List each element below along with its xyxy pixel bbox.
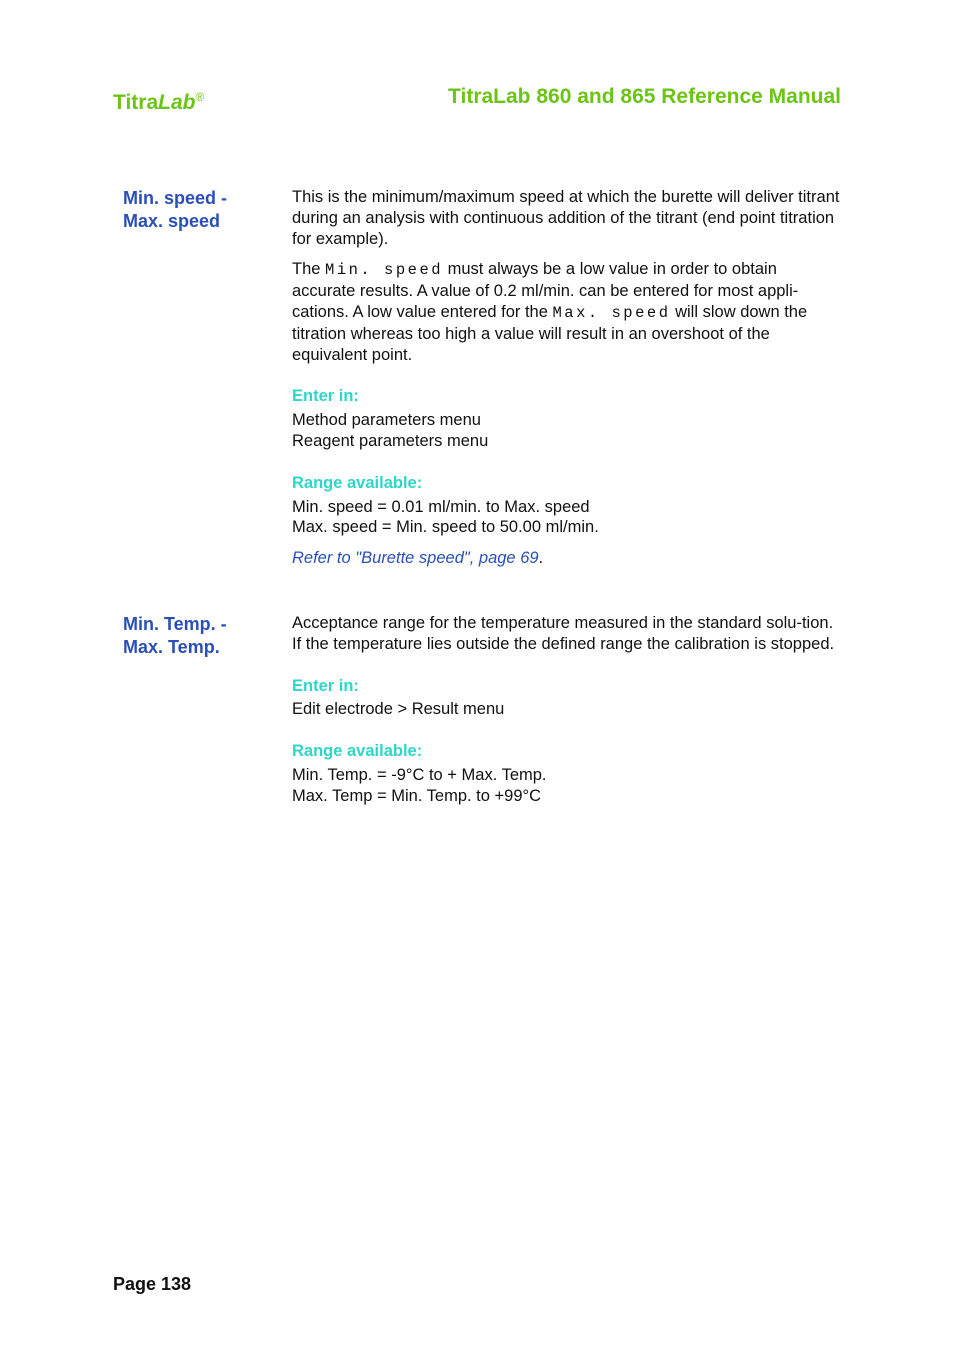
speed-p2-mid: must always be a low value in order to obtain accurate results. A value of 0.2 ml/min. can be entered for most appli-cations. A low value entered for the <box>292 260 799 321</box>
section-temp-body <box>292 613 842 807</box>
speed-enter-in-item: Method parameters menu <box>292 411 481 430</box>
page-number: Page 138 <box>113 1274 192 1294</box>
temp-range-item: Min. Temp. = -9°C to + Max. Temp. <box>292 765 547 784</box>
speed-p2-code-max: Max. speed <box>552 303 671 322</box>
brand-logo <box>113 84 204 116</box>
speed-enter-in-heading: Enter in: <box>292 387 359 406</box>
temp-range-heading: Range available: <box>292 742 423 761</box>
registered-mark: ® <box>195 90 205 104</box>
speed-p2-before: The <box>292 260 326 279</box>
speed-enter-in-item: Reagent parameters menu <box>292 431 489 450</box>
speed-range-item: Min. speed = 0.01 ml/min. to Max. speed <box>292 497 590 516</box>
temp-enter-in-item: Edit electrode > Result menu <box>292 700 505 719</box>
speed-p2-after: will slow down the titration whereas too high a value will result in an overshoot of the equivalent point. <box>292 302 808 364</box>
section-temp-label-line2: Max. Temp. <box>123 637 220 657</box>
section-temp-label-line1: Min. Temp. - <box>123 614 227 634</box>
temp-intro: Acceptance range for the temperature measured in the standard solu-tion. If the temperature lies outside the defined range the calibration is stopped. <box>292 614 835 653</box>
speed-reference-period: . <box>538 549 544 568</box>
speed-p2-code-min: Min. speed <box>325 261 444 280</box>
manual-title: TitraLab 860 and 865 Reference Manual <box>448 85 841 108</box>
speed-reference <box>292 548 842 569</box>
burette-speed-link[interactable]: Refer to "Burette speed", page 69 <box>292 549 539 568</box>
speed-intro: This is the minimum/maximum speed at which the burette will deliver titrant during an analysis with continuous addition of the titrant (end point titration for example). <box>292 188 840 248</box>
speed-range-item: Max. speed = Min. speed to 50.00 ml/min. <box>292 518 599 537</box>
temp-enter-in-heading: Enter in: <box>292 676 359 695</box>
section-speed-label <box>123 187 283 233</box>
section-speed-body <box>292 187 842 579</box>
temp-range-item: Max. Temp = Min. Temp. to +99°C <box>292 786 542 805</box>
section-temp-label <box>123 613 283 659</box>
speed-range-heading: Range available: <box>292 473 423 492</box>
section-speed-label-line2: Max. speed <box>123 211 221 231</box>
brand-suffix: Lab <box>158 91 196 114</box>
brand-prefix: Titra <box>113 91 159 114</box>
speed-paragraph-2 <box>292 259 842 365</box>
section-speed-label-line1: Min. speed - <box>123 188 228 208</box>
